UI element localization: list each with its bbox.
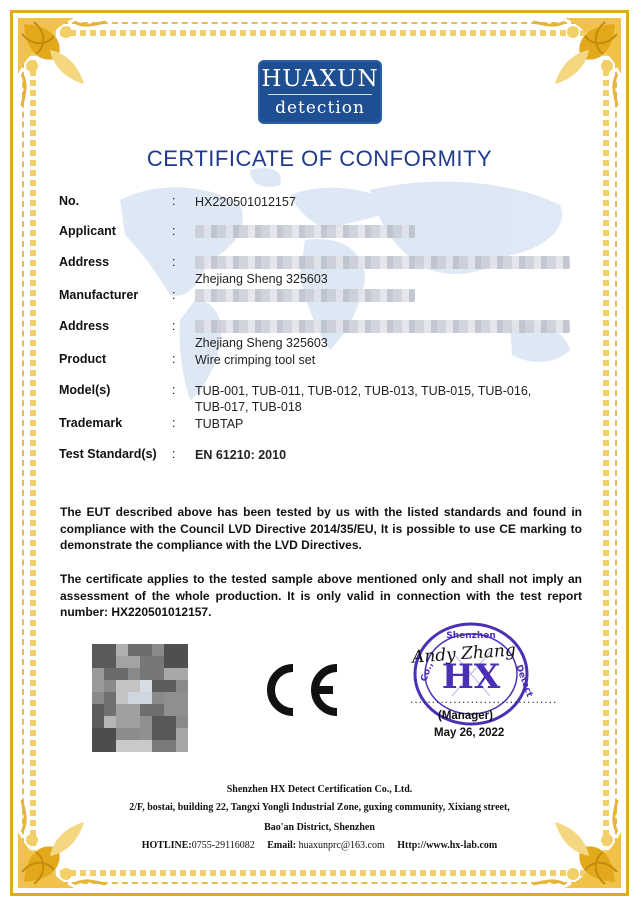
colon: : [172, 447, 176, 461]
corner-ornament-icon [525, 14, 625, 114]
redacted-manufacturer [195, 289, 415, 302]
ce-mark-icon [255, 660, 343, 720]
border-band-bottom [30, 870, 609, 876]
footer-company: Shenzhen HX Detect Certification Co., Ltd. [226, 784, 413, 795]
label-applicant: Applicant [59, 224, 116, 238]
border-band-top [30, 30, 609, 36]
redacted-address [195, 256, 570, 269]
value-address: Zhejiang Sheng 325603 [195, 272, 328, 286]
redacted-applicant [195, 225, 415, 238]
value-trademark: TUBTAP [195, 417, 244, 431]
value-no: HX220501012157 [195, 195, 296, 209]
footer-contacts [0, 840, 639, 851]
label-address: Address [59, 319, 110, 333]
huaxun-logo [258, 60, 382, 124]
website-link[interactable]: Http://www.hx-lab.com [397, 840, 498, 851]
value-test-standard: EN 61210: 2010 [195, 448, 287, 462]
colon: : [172, 416, 176, 430]
logo-bottom-text: detection [275, 98, 365, 118]
hotline-number: 0755-29116082 [191, 840, 255, 851]
label-product: Product [59, 352, 107, 366]
signatory-role: (Manager) [438, 710, 493, 722]
hotline-label: HOTLINE: [141, 840, 192, 851]
corner-ornament-icon [14, 14, 114, 114]
svg-text:HX: HX [441, 657, 501, 697]
logo-top-text: HUAXUN [261, 66, 379, 92]
label-models: Model(s) [59, 383, 111, 397]
value-address: Zhejiang Sheng 325603 [195, 336, 328, 350]
value-models-line1: TUB-001, TUB-011, TUB-012, TUB-013, TUB-015, TUB-016, [195, 384, 532, 398]
colon: : [172, 383, 176, 397]
colon: : [172, 319, 176, 333]
email-address: huaxunprc@163.com [298, 840, 385, 851]
validity-paragraph: The certificate applies to the tested sample above mentioned only and shall not imply an assessment of the whole production. It is only valid in connection with the test report number: HX220501012157. [60, 572, 582, 619]
svg-text:Shenzhen: Shenzhen [446, 631, 496, 641]
certificate-title: CERTIFICATE OF CONFORMITY [146, 146, 493, 171]
compliance-paragraph: The EUT described above has been tested by us with the listed standards and found in compliance with the Council LVD Directive 2014/35/EU, It is possible to use CE marking to demonstrate the compliance with the LVD Directives. [60, 505, 582, 552]
colon: : [172, 352, 176, 366]
signature-date: May 26, 2022 [434, 727, 505, 739]
svg-text:Detect: Detect [513, 663, 535, 699]
label-manufacturer: Manufacturer [59, 288, 139, 302]
label-no: No. [59, 194, 80, 208]
label-address: Address [59, 255, 110, 269]
colon: : [172, 255, 176, 269]
logo-divider [268, 94, 372, 95]
footer-address-line2: Bao'an District, Shenzhen [264, 822, 375, 833]
qr-code-icon [92, 644, 188, 752]
footer-address-line1: 2/F, bostai, building 22, Tangxi Yongli Industrial Zone, guxing community, Xixiang street, [129, 802, 510, 813]
colon: : [172, 224, 176, 238]
svg-text:Co.,: Co., [419, 661, 436, 684]
redacted-address [195, 320, 570, 333]
colon: : [172, 194, 176, 208]
label-trademark: Trademark [59, 416, 123, 430]
label-test-standard: Test Standard(s) [59, 447, 157, 461]
signature-line: .................................. [410, 692, 558, 706]
signature: Andy Zhang [411, 640, 517, 668]
value-models-line2: TUB-017, TUB-018 [195, 400, 302, 414]
colon: : [172, 288, 176, 302]
email-label: Email: [267, 840, 297, 851]
value-product: Wire crimping tool set [195, 353, 316, 367]
